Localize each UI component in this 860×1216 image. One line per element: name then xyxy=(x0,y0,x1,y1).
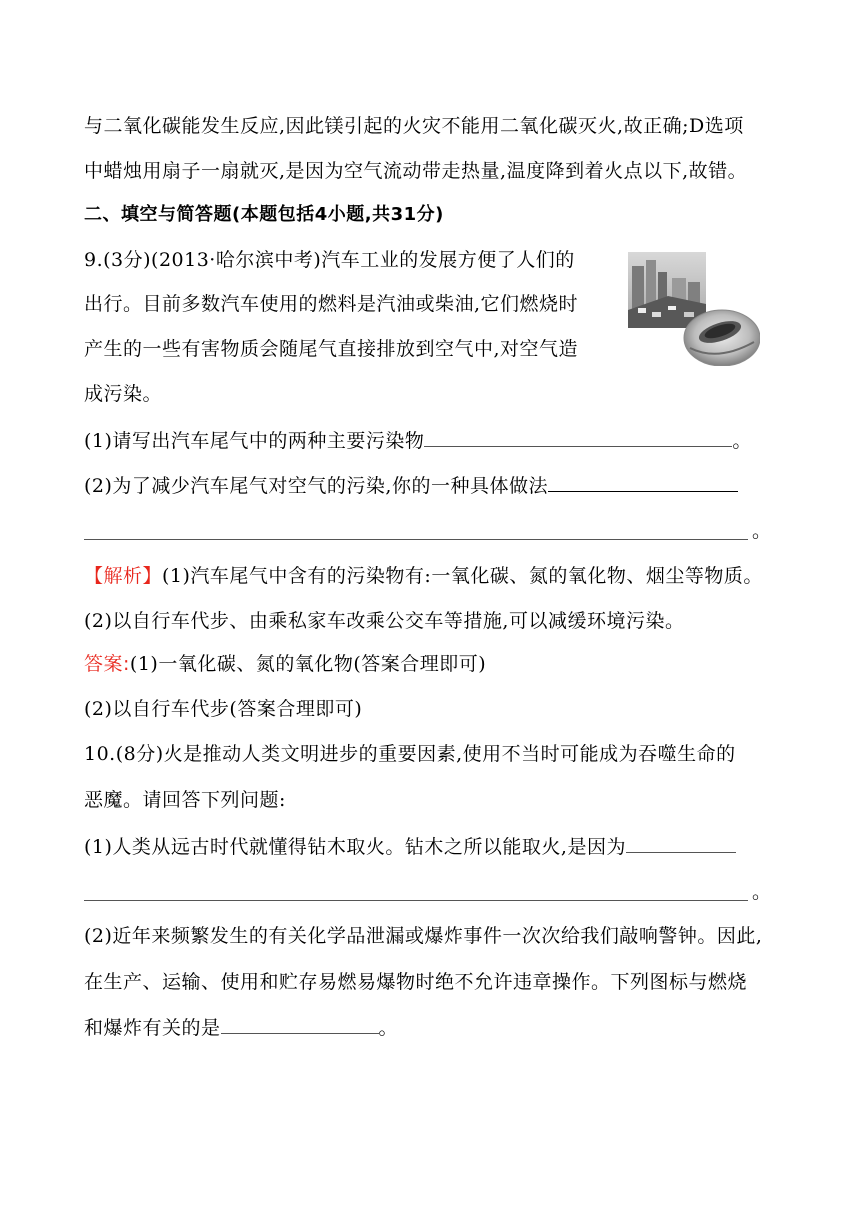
q9-answer-line-2: (2)以自行车代步(答案合理即可) xyxy=(84,698,363,720)
q10-stem-line-2: 恶魔。请回答下列问题: xyxy=(84,789,286,811)
q10-part2-text: 和爆炸有关的是 xyxy=(84,1017,221,1039)
q9-stem-line-1: 9.(3分)(2013·哈尔滨中考)汽车工业的发展方便了人们的 xyxy=(84,249,575,271)
q9-part2-period: 。 xyxy=(752,520,772,542)
q9-part1 xyxy=(84,426,752,455)
q9-part1-period: 。 xyxy=(732,430,752,452)
q9-stem-line-3: 产生的一些有害物质会随尾气直接排放到空气中,对空气造 xyxy=(84,338,579,360)
q10-part2-line-3 xyxy=(84,1013,398,1042)
q9-part2-answer-blank-line-2[interactable] xyxy=(84,539,748,540)
q10-part1-period: 。 xyxy=(752,881,772,903)
q9-stem-line-4: 成污染。 xyxy=(84,383,163,405)
q9-part2-answer-blank[interactable] xyxy=(548,471,738,492)
q10-part2-line-1: (2)近年来频繁发生的有关化学品泄漏或爆炸事件一次次给我们敲响警钟。因此, xyxy=(84,925,763,947)
q10-part1-text: (1)人类从远古时代就懂得钻木取火。钻木之所以能取火,是因为 xyxy=(84,836,626,858)
car-exhaust-photo xyxy=(628,252,760,366)
q10-part1-answer-blank-line-2[interactable] xyxy=(84,900,748,901)
q9-part1-answer-blank[interactable] xyxy=(424,426,732,447)
section-heading: 二、填空与简答题(本题包括4小题,共31分) xyxy=(84,204,444,225)
q10-part2-answer-blank[interactable] xyxy=(221,1013,379,1034)
q9-answer-line-1 xyxy=(84,650,486,678)
answer-label: 答案: xyxy=(84,653,130,675)
analysis-label: 【解析】 xyxy=(84,565,163,587)
q10-stem-line-1: 10.(8分)火是推动人类文明进步的重要因素,使用不当时可能成为吞噬生命的 xyxy=(84,743,736,765)
answer-text-1: (1)一氧化碳、氮的氧化物(答案合理即可) xyxy=(129,653,487,675)
q9-stem-line-2: 出行。目前多数汽车使用的燃料是汽油或柴油,它们燃烧时 xyxy=(84,293,579,315)
q9-analysis-line-2: (2)以自行车代步、由乘私家车改乘公交车等措施,可以减缓环境污染。 xyxy=(84,610,685,632)
analysis-text-1: (1)汽车尾气中含有的污染物有:一氧化碳、氮的氧化物、烟尘等物质。 xyxy=(162,565,763,587)
explanation-line-1: 与二氧化碳能发生反应,因此镁引起的火灾不能用二氧化碳灭火,故正确;D选项 xyxy=(84,115,744,137)
q9-analysis-line-1 xyxy=(84,562,763,590)
q9-part2-text: (2)为了减少汽车尾气对空气的污染,你的一种具体做法 xyxy=(84,475,548,497)
q9-part2 xyxy=(84,471,738,500)
q10-part2-period: 。 xyxy=(378,1017,399,1039)
q9-part1-text: (1)请写出汽车尾气中的两种主要污染物 xyxy=(84,430,425,452)
q10-part2-line-2: 在生产、运输、使用和贮存易燃易爆物时绝不允许违章操作。下列图标与燃烧 xyxy=(84,971,748,993)
explanation-line-2: 中蜡烛用扇子一扇就灭,是因为空气流动带走热量,温度降到着火点以下,故错。 xyxy=(84,160,748,182)
q10-part1 xyxy=(84,832,736,861)
q10-part1-answer-blank[interactable] xyxy=(626,832,736,853)
